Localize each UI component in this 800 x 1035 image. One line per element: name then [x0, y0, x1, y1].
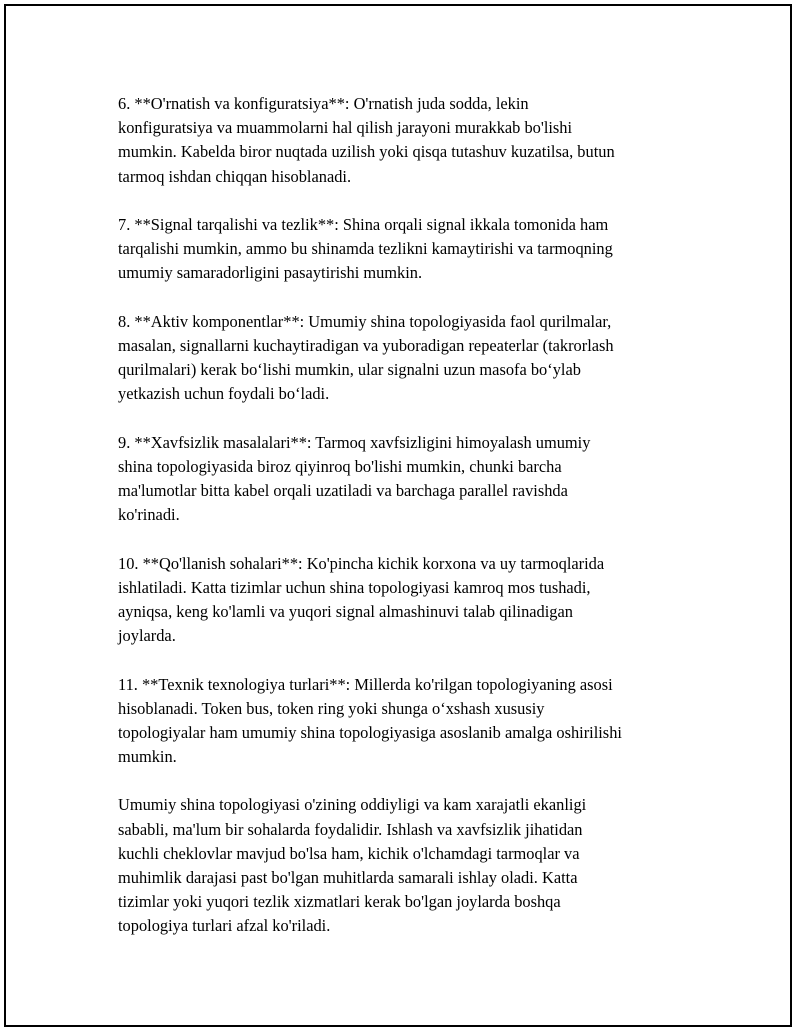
- text-line: muhimlik darajasi past bo'lgan muhitlarda samarali ishlay oladi. Katta: [118, 868, 578, 887]
- document-body: [118, 92, 690, 963]
- paragraph-item-11: [118, 673, 690, 770]
- paragraph-conclusion: [118, 793, 690, 938]
- paragraph-item-10: [118, 552, 690, 649]
- paragraph-item-8: [118, 310, 690, 407]
- text-line: ko'rinadi.: [118, 505, 180, 525]
- text-line: konfiguratsiya va muammolarni hal qilish jarayoni murakkab bo'lishi: [118, 118, 573, 138]
- text-line: 8. **Aktiv komponentlar**: Umumiy shina topologiyasida faol qurilmalar,: [118, 311, 612, 331]
- text-line: kuchli cheklovlar mavjud bo'lsa ham, kichik o'lchamdagi tarmoqlar va: [118, 843, 580, 863]
- text-line: 6. **O'rnatish va konfiguratsiya**: O'rnatish juda sodda, lekin: [118, 94, 529, 113]
- text-line: qurilmalari) kerak bo‘lishi mumkin, ular signalni uzun masofa bo‘ylab: [118, 360, 581, 380]
- paragraph-item-7: [118, 213, 690, 286]
- text-line: masalan, signallarni kuchaytiradigan va yuboradigan repeaterlar (takrorlash: [118, 335, 614, 355]
- text-line: hisoblanadi. Token bus, token ring yoki shunga o‘xshash xususiy: [118, 698, 545, 718]
- text-line: 10. **Qo'llanish sohalari**: Ko'pincha kichik korxona va uy tarmoqlarida: [118, 553, 605, 573]
- text-line: mumkin.: [118, 747, 177, 767]
- text-line: 9. **Xavfsizlik masalalari**: Tarmoq xavfsizligini himoyalash umumiy: [118, 432, 591, 452]
- text-line: ayniqsa, keng ko'lamli va yuqori signal almashinuvi talab qilinadigan: [118, 601, 573, 621]
- text-line: umumiy samaradorligini pasaytirishi mumkin.: [118, 263, 423, 283]
- text-line: topologiya turlari afzal ko'riladi.: [118, 916, 331, 936]
- paragraph-item-9: [118, 431, 690, 528]
- text-line: topologiyalar ham umumiy shina topologiyasiga asoslanib amalga oshirilishi: [118, 722, 622, 742]
- text-line: yetkazish uchun foydali bo‘ladi.: [118, 384, 330, 404]
- text-line: tarmoq ishdan chiqqan hisoblanadi.: [118, 166, 352, 186]
- text-line: ishlatiladi. Katta tizimlar uchun shina topologiyasi kamroq mos tushadi,: [118, 577, 591, 597]
- text-line: ma'lumotlar bitta kabel orqali uzatiladi va barchaga parallel ravishda: [118, 481, 568, 500]
- text-line: Umumiy shina topologiyasi o'zining oddiyligi va kam xarajatli ekanligi: [118, 795, 587, 815]
- text-line: sababli, ma'lum bir sohalarda foydalidir. Ishlash va xavfsizlik jihatidan: [118, 819, 583, 839]
- text-line: joylarda.: [118, 626, 176, 646]
- text-line: 7. **Signal tarqalishi va tezlik**: Shina orqali signal ikkala tomonida ham: [118, 214, 609, 234]
- text-line: shina topologiyasida biroz qiyinroq bo'lishi mumkin, chunki barcha: [118, 456, 562, 476]
- text-line: 11. **Texnik texnologiya turlari**: Millerda ko'rilgan topologiyaning asosi: [118, 674, 613, 694]
- text-line: tarqalishi mumkin, ammo bu shinamda tezlikni kamaytirishi va tarmoqning: [118, 239, 613, 259]
- paragraph-item-6: [118, 92, 690, 189]
- text-line: tizimlar yoki yuqori tezlik xizmatlari kerak bo'lgan joylarda boshqa: [118, 892, 561, 912]
- text-line: mumkin. Kabelda biror nuqtada uzilish yoki qisqa tutashuv kuzatilsa, butun: [118, 142, 615, 162]
